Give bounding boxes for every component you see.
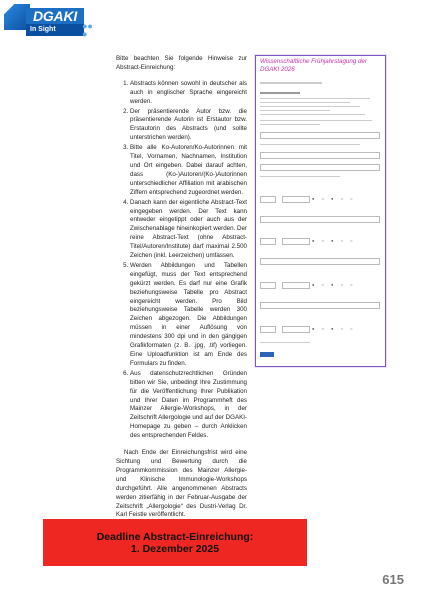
form-field	[282, 282, 310, 289]
list-item: 1. Abstracts können sowohl in deutscher als auch in englischer Sprache eingereicht werden.	[130, 80, 247, 107]
form-line	[260, 176, 340, 177]
form-field	[260, 216, 380, 223]
list-item: 2. Der präsentierende Autor bzw. die präsentierende Autorin ist Erstautor bzw. Erstautorin des Abstracts (und sollte unterstrichen werden).	[130, 108, 247, 144]
form-field	[260, 152, 380, 159]
form-field	[260, 258, 380, 265]
list-item: 3. Bitte alle Ko-Autoren/Ko-Autorinnen mit Titel, Vornamen, Nachnamen, Institution und Ort eingeben. Dabei darauf achten, dass (Ko-)Autoren/(Ko-)Autorinnen unterschiedlicher Affiliation mit arabischen Ziffern entsprechend zugeordnet werden.	[130, 144, 247, 197]
form-line	[260, 102, 350, 103]
deadline-date: 1. Dezember 2025	[130, 542, 220, 555]
form-title-year: DGAKI 2026	[260, 66, 295, 73]
page-number: 615	[382, 572, 404, 587]
logo-name: DGAKI	[26, 8, 84, 24]
form-title: Wissenschaftliche Frühjahrstagung der	[260, 58, 367, 65]
form-field	[260, 326, 276, 333]
form-line	[260, 342, 310, 343]
logo-subtitle: In Sight	[26, 24, 84, 36]
form-field	[282, 238, 310, 245]
form-radio-row: ● ○ ● ○ ○	[312, 326, 356, 331]
form-line	[260, 144, 360, 145]
closing-paragraph: Nach Ende der Einreichungsfrist wird eine Sichtung und Bewertung durch die Programmkommission des Mainzer Allergie- und Klinische Immunologie-Workshops durchgeführt. Alle angenommenen Abstracts werden zitierfähig in der Februar-Ausgabe der Zeitschrift „Allergologie“ des Dustri-Verlag Dr. Karl Feistle veröffentlicht.	[116, 449, 247, 519]
form-field	[260, 164, 380, 171]
instructions-column	[116, 55, 247, 520]
form-field	[260, 302, 380, 309]
instruction-list	[116, 80, 247, 441]
form-field	[282, 196, 310, 203]
form-line	[260, 114, 365, 115]
form-screenshot	[255, 55, 386, 367]
form-line	[260, 98, 370, 99]
form-field	[282, 326, 310, 333]
list-item: 6. Aus datenschutzrechtlichen Gründen bitten wir Sie, unbedingt Ihre Zustimmung für die Veröffentlichung Ihrer Publikation und Ihrer Daten im Programmheft des Mainzer Allergie-Workshops, in der Zeitschrift Allergologie und auf der DGAKI-Homepage zu geben – durch Anklicken des entsprechenden Feldes.	[130, 370, 247, 441]
list-item: 4. Danach kann der eigentliche Abstract-Text eingegeben werden. Der Text kann entweder eingetippt oder auch aus der Zwischenablage hineinkopiert werden. Der reine Abstract-Text (ohne Abstract-Titel/Autoren/Institute) darf maximal 2.500 Zeichen (inkl. Leerzeichen) umfassen.	[130, 199, 247, 261]
list-item: 5. Werden Abbildungen und Tabellen eingefügt, muss der Text entsprechend gekürzt werden. Es darf nur eine Grafik beziehungsweise Tabelle pro Abstract eingereicht werden. Pro Bild beziehungsweise Tabelle werden 300 Zeichen abgezogen. Die Abbildungen müssen in einer Auflösung von mindestens 300 dpi und in den gängigen Grafikformaten (z. B. .jpg, .tif) vorliegen. Eine Uploadfunktion ist am Ende des Formulars zu finden.	[130, 262, 247, 369]
form-field	[260, 282, 276, 289]
logo-dots-icon: ●● ●	[82, 21, 93, 39]
form-radio-row: ● ○ ● ○ ○	[312, 282, 356, 287]
form-line	[260, 124, 320, 125]
form-radio-row: ● ○ ● ○ ○	[312, 238, 356, 243]
form-submit-button	[260, 352, 274, 357]
dgaki-logo	[4, 4, 92, 38]
form-radio-row: ● ○ ● ○ ○	[312, 196, 356, 201]
form-field	[260, 238, 276, 245]
form-heading-line	[260, 92, 300, 94]
deadline-banner	[43, 519, 307, 566]
form-field	[260, 196, 276, 203]
form-line	[260, 120, 372, 121]
intro-text: Bitte beachten Sie folgende Hinweise zur Abstract-Einreichung:	[116, 55, 247, 71]
deadline-title: Deadline Abstract-Einreichung:	[96, 530, 254, 543]
form-line	[260, 110, 330, 111]
form-line	[260, 82, 322, 84]
form-field	[260, 132, 380, 139]
form-line	[260, 106, 360, 107]
